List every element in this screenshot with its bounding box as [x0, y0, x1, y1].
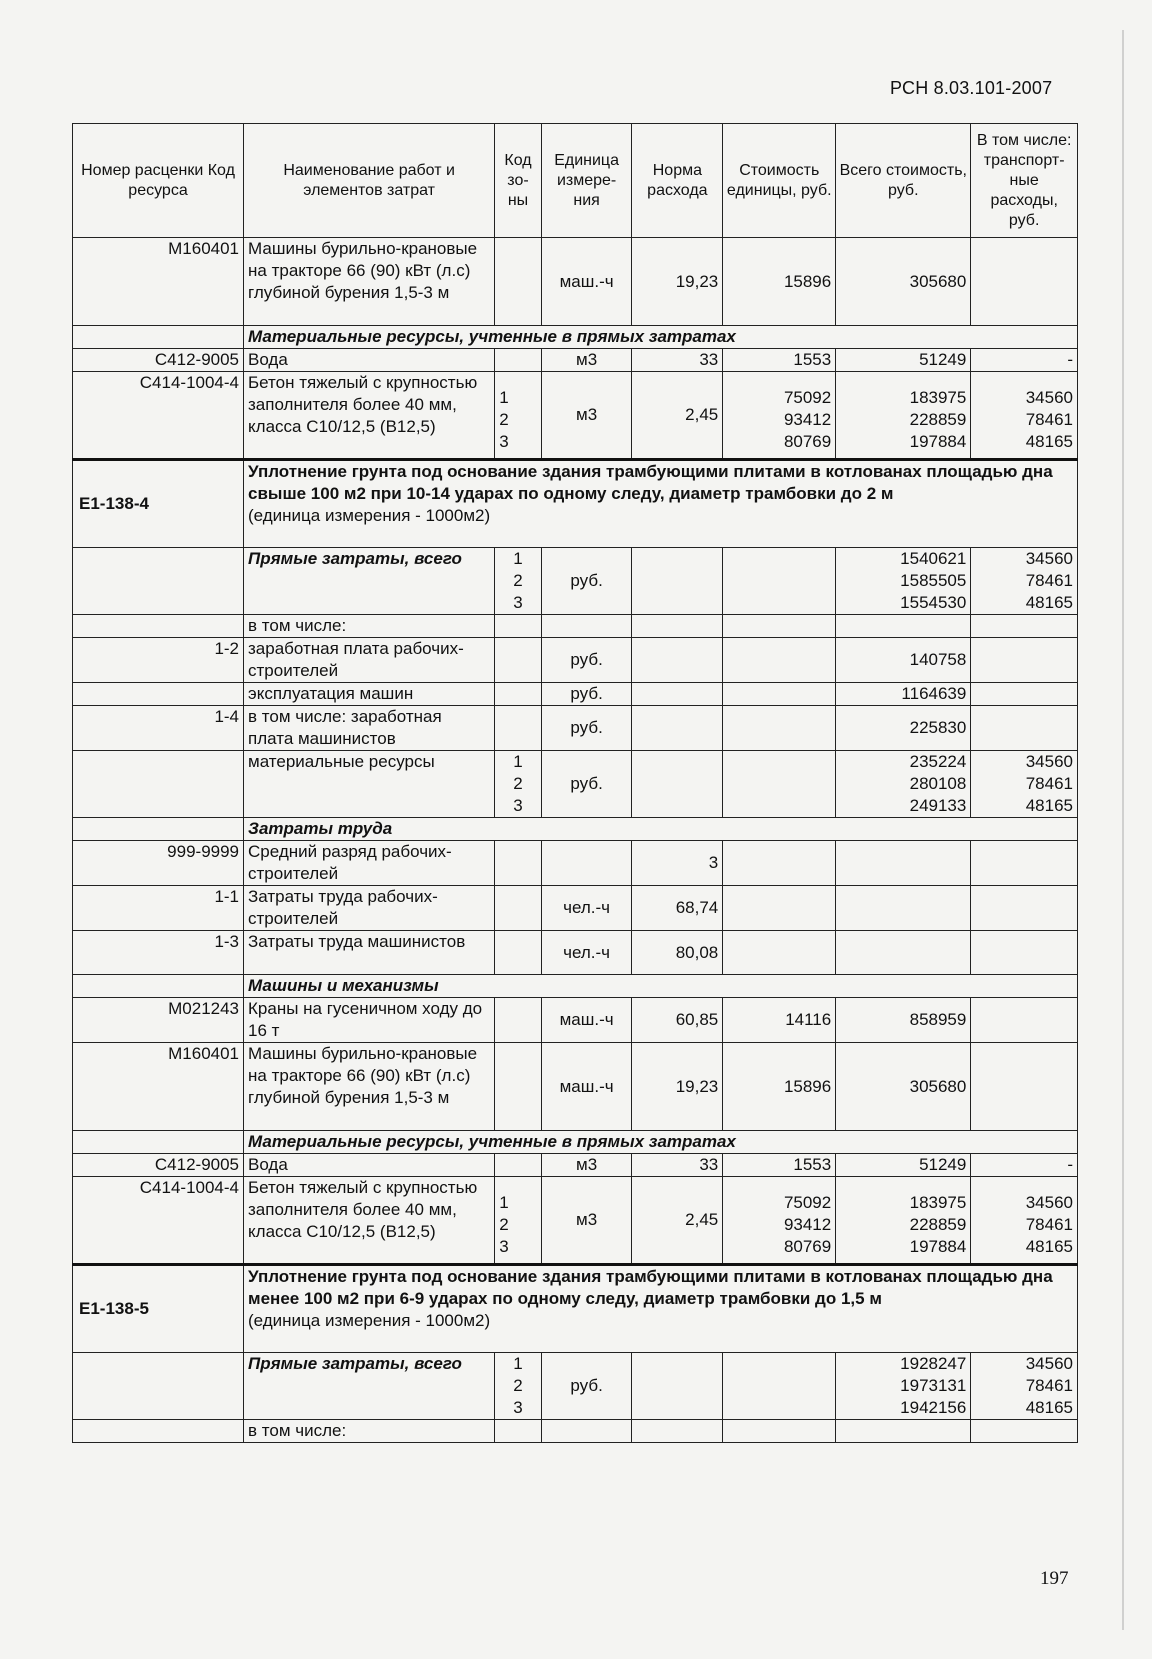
table-row [73, 1420, 1078, 1443]
norm: 2,45 [632, 1177, 723, 1265]
unit-price: 15896 [723, 238, 836, 326]
rate-code: Е1-138-5 [73, 1265, 244, 1353]
norm: 19,23 [632, 238, 723, 326]
resource-name: Затраты труда машинистов [244, 931, 495, 975]
col-header-code: Номер расценки Код ресурса [73, 124, 244, 238]
table-row [73, 1043, 1078, 1131]
section-title: Затраты труда [244, 818, 1078, 841]
resource-name: Вода [244, 1154, 495, 1177]
norm: 80,08 [632, 931, 723, 975]
zone-codes: 1 2 3 [495, 751, 541, 818]
section-row [73, 818, 1078, 841]
resource-code: 999-9999 [73, 841, 244, 886]
resource-name: Машины бурильно-крановые на тракторе 66 (90) кВт (л.с) глубиной бурения 1,5-3 м [244, 1043, 495, 1131]
resource-code: 1-1 [73, 886, 244, 931]
total-cost: 235224 280108 249133 [836, 751, 971, 818]
unit: чел.-ч [541, 886, 632, 931]
unit: руб. [541, 706, 632, 751]
price-table [72, 123, 1078, 1443]
rate-header-row [73, 460, 1078, 548]
section-row [73, 1131, 1078, 1154]
transport-cost: 34560 78461 48165 [971, 751, 1078, 818]
resource-code: М160401 [73, 1043, 244, 1131]
transport-cost: - [971, 349, 1078, 372]
resource-code: М160401 [73, 238, 244, 326]
resource-name: заработная плата рабочих-строителей [244, 638, 495, 683]
section-title: Материальные ресурсы, учтенные в прямых затратах [244, 326, 1078, 349]
col-header-price: Стоимость единицы, руб. [723, 124, 836, 238]
total-cost: 305680 [836, 238, 971, 326]
direct-costs-label: Прямые затраты, всего [244, 548, 495, 615]
norm: 33 [632, 349, 723, 372]
total-cost: 225830 [836, 706, 971, 751]
col-header-total: Всего стоимость, руб. [836, 124, 971, 238]
unit: руб. [541, 1353, 632, 1420]
norm: 60,85 [632, 998, 723, 1043]
col-header-zone: Код зо-ны [495, 124, 541, 238]
transport-cost: 34560 78461 48165 [971, 372, 1078, 460]
table-row [73, 841, 1078, 886]
resource-name: эксплуатация машин [244, 683, 495, 706]
resource-code: 1-3 [73, 931, 244, 975]
unit: м3 [541, 1154, 632, 1177]
unit: руб. [541, 751, 632, 818]
unit: руб. [541, 683, 632, 706]
rate-unit-note: (единица измерения - 1000м2) [248, 1311, 491, 1330]
rate-title: Уплотнение грунта под основание здания трамбующими плитами в котлованах площадью дна менее 100 м2 при 6-9 ударах по одному следу, диаметр трамбовки до 1,5 м [248, 1267, 1053, 1308]
col-header-unit: Единица измере-ния [541, 124, 632, 238]
total-cost: 305680 [836, 1043, 971, 1131]
resource-name: Бетон тяжелый с крупностью заполнителя более 40 мм, класса С10/12,5 (В12,5) [244, 1177, 495, 1265]
norm: 2,45 [632, 372, 723, 460]
table-row [73, 615, 1078, 638]
rate-title: Уплотнение грунта под основание здания трамбующими плитами в котлованах площадью дна свыше 100 м2 при 10-14 ударах по одному следу, диаметр трамбовки до 2 м [248, 462, 1053, 503]
unit-price: 75092 93412 80769 [723, 372, 836, 460]
table-row [73, 372, 1078, 460]
rate-unit-note: (единица измерения - 1000м2) [248, 506, 491, 525]
norm: 68,74 [632, 886, 723, 931]
unit: маш.-ч [541, 238, 632, 326]
total-cost: 51249 [836, 349, 971, 372]
resource-name: Бетон тяжелый с крупностью заполнителя более 40 мм, класса С10/12,5 (В12,5) [244, 372, 495, 460]
total-cost: 1164639 [836, 683, 971, 706]
rate-header-row [73, 1265, 1078, 1353]
unit: м3 [541, 372, 632, 460]
rate-code: Е1-138-4 [73, 460, 244, 548]
unit-price: 1553 [723, 349, 836, 372]
norm: 3 [632, 841, 723, 886]
table-row [73, 931, 1078, 975]
resource-code: С412-9005 [73, 1154, 244, 1177]
total-cost: 51249 [836, 1154, 971, 1177]
col-header-transport: В том числе: транспорт-ные расходы, руб. [971, 124, 1078, 238]
total-cost: 183975 228859 197884 [836, 1177, 971, 1265]
section-row [73, 975, 1078, 998]
resource-name: материальные ресурсы [244, 751, 495, 818]
unit-price: 75092 93412 80769 [723, 1177, 836, 1265]
unit: м3 [541, 1177, 632, 1265]
norm: 33 [632, 1154, 723, 1177]
resource-name: Краны на гусеничном ходу до 16 т [244, 998, 495, 1043]
unit-price: 15896 [723, 1043, 836, 1131]
including-label: в том числе: [244, 615, 495, 638]
resource-code: С414-1004-4 [73, 372, 244, 460]
unit: чел.-ч [541, 931, 632, 975]
unit: маш.-ч [541, 1043, 632, 1131]
table-row [73, 349, 1078, 372]
resource-code: 1-2 [73, 638, 244, 683]
table-row [73, 1353, 1078, 1420]
direct-costs-label: Прямые затраты, всего [244, 1353, 495, 1420]
table-row [73, 706, 1078, 751]
total-cost: 1928247 1973131 1942156 [836, 1353, 971, 1420]
resource-name: в том числе: заработная плата машинистов [244, 706, 495, 751]
transport-cost: 34560 78461 48165 [971, 1177, 1078, 1265]
table-row [73, 751, 1078, 818]
zone-codes: 1 2 3 [495, 1177, 541, 1265]
including-label: в том числе: [244, 1420, 495, 1443]
table-row [73, 998, 1078, 1043]
zone-codes: 1 2 3 [495, 548, 541, 615]
section-title: Материальные ресурсы, учтенные в прямых затратах [244, 1131, 1078, 1154]
transport-cost: 34560 78461 48165 [971, 1353, 1078, 1420]
total-cost: 183975 228859 197884 [836, 372, 971, 460]
resource-code: С412-9005 [73, 349, 244, 372]
scan-edge [1122, 30, 1124, 1630]
page-number: 197 [1040, 1568, 1069, 1589]
total-cost: 140758 [836, 638, 971, 683]
col-header-norm: Норма расхода [632, 124, 723, 238]
table-row [73, 886, 1078, 931]
unit: маш.-ч [541, 998, 632, 1043]
transport-cost: - [971, 1154, 1078, 1177]
table-row [73, 548, 1078, 615]
col-header-name: Наименование работ и элементов затрат [244, 124, 495, 238]
zone-codes: 1 2 3 [495, 1353, 541, 1420]
zone-codes: 1 2 3 [495, 372, 541, 460]
resource-code: М021243 [73, 998, 244, 1043]
transport-cost: 34560 78461 48165 [971, 548, 1078, 615]
table-row [73, 1177, 1078, 1265]
table-row [73, 638, 1078, 683]
document-code: РСН 8.03.101-2007 [890, 78, 1053, 98]
table-row [73, 1154, 1078, 1177]
total-cost: 858959 [836, 998, 971, 1043]
unit: руб. [541, 548, 632, 615]
section-row [73, 326, 1078, 349]
section-title: Машины и механизмы [244, 975, 1078, 998]
unit-price: 1553 [723, 1154, 836, 1177]
unit: м3 [541, 349, 632, 372]
table-row [73, 238, 1078, 326]
resource-name: Средний разряд рабочих-строителей [244, 841, 495, 886]
unit-price: 14116 [723, 998, 836, 1043]
total-cost: 1540621 1585505 1554530 [836, 548, 971, 615]
resource-code: С414-1004-4 [73, 1177, 244, 1265]
resource-name: Вода [244, 349, 495, 372]
unit: руб. [541, 638, 632, 683]
norm: 19,23 [632, 1043, 723, 1131]
resource-name: Машины бурильно-крановые на тракторе 66 (90) кВт (л.с) глубиной бурения 1,5-3 м [244, 238, 495, 326]
resource-code: 1-4 [73, 706, 244, 751]
table-row [73, 683, 1078, 706]
resource-name: Затраты труда рабочих-строителей [244, 886, 495, 931]
